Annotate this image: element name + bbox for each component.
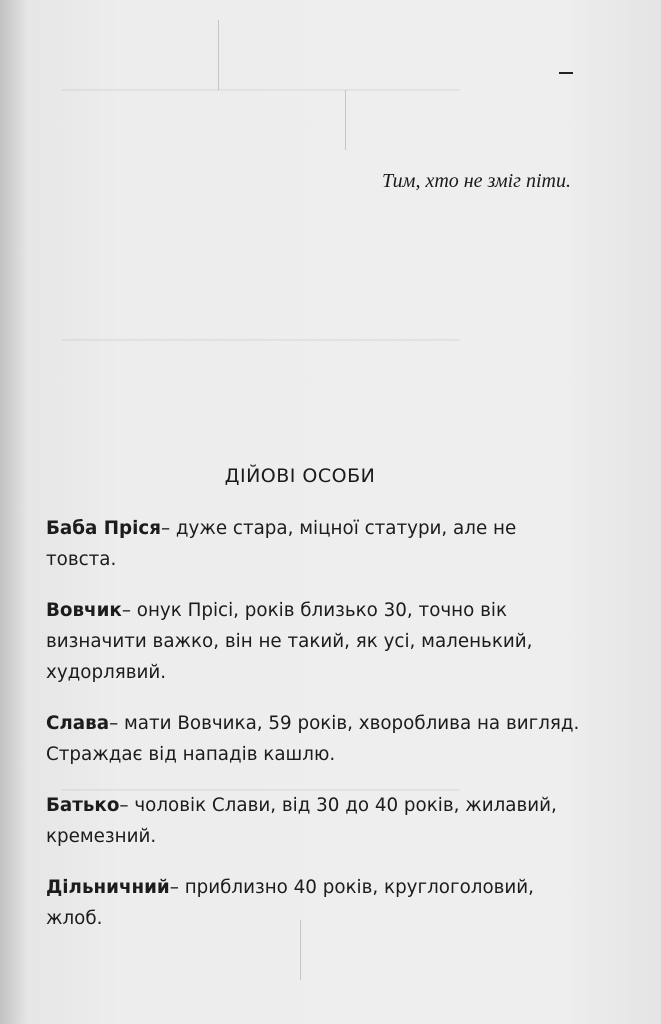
bleed-through-text: ───────────────────────────────── (62, 330, 460, 349)
cast-list (46, 513, 586, 954)
character-description: – мати Вовчика, 59 років, хвороблива на вигляд. Страждає від нападів кашлю. (46, 713, 580, 765)
top-dash (559, 72, 573, 74)
dedication: Тим, хто не зміг піти. (382, 170, 571, 192)
character-name: Баба Пріся (46, 518, 161, 539)
page-fold-shadow (0, 0, 26, 1024)
character-name: Слава (46, 713, 110, 734)
cast-heading: ДІЙОВІ ОСОБИ (224, 465, 376, 487)
bleed-through-text: ───────────────────────────────── (62, 80, 460, 99)
character-description: – чоловік Слави, від 30 до 40 років, жилавий, кремезний. (46, 795, 557, 847)
cast-entry (46, 790, 586, 852)
character-name: Дільничний (46, 877, 170, 898)
cast-entry (46, 513, 586, 575)
scratch-mark (218, 20, 219, 90)
bleed-through-text: ───────────────────────────────── (62, 780, 460, 799)
character-description: – онук Прісі, років близько 30, точно вік визначити важко, він не такий, як усі, маленький, худорлявий. (46, 600, 533, 683)
character-name: Батько (46, 795, 120, 816)
cast-entry (46, 708, 586, 770)
character-description: – дуже стара, міцної статури, але не товста. (46, 518, 517, 570)
scratch-mark (345, 90, 346, 150)
character-name: Вовчик (46, 600, 122, 621)
character-description: – приблизно 40 років, круглоголовий, жлоб. (46, 877, 534, 929)
cast-entry (46, 595, 586, 688)
cast-entry (46, 872, 586, 934)
